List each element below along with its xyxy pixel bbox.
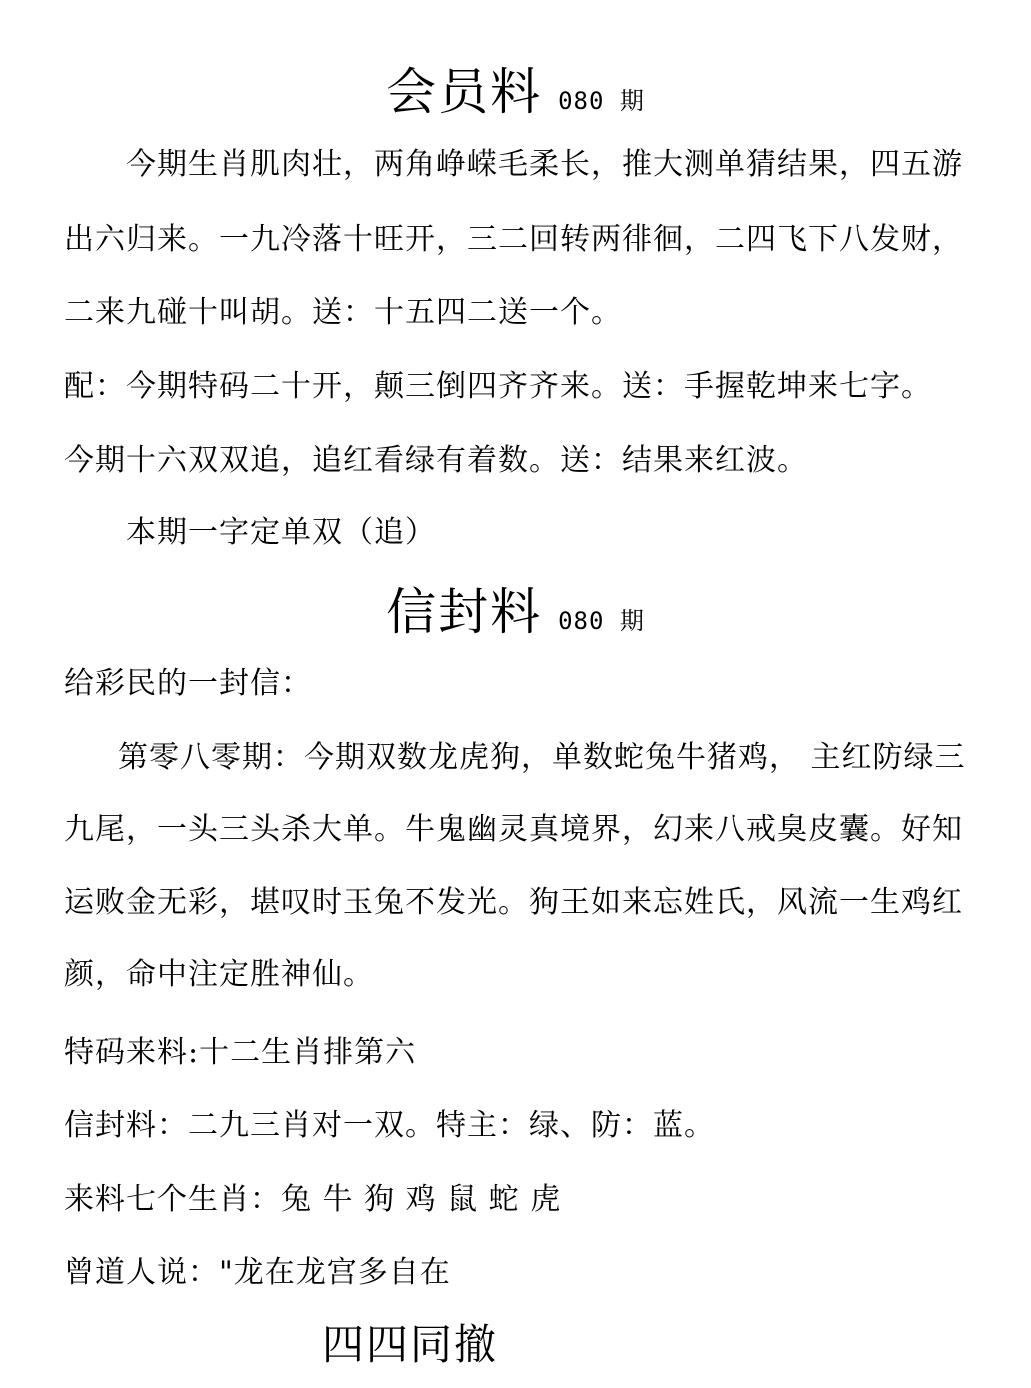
final-heading: 四四同撤 <box>322 1320 499 1369</box>
section1-line-4: 配：今期特码二十开，颠三倒四齐齐来。送：手握乾坤来七字。 <box>64 369 932 404</box>
section1-line-6: 本期一字定单双（追） <box>126 515 436 550</box>
section2-line-7: 来料七个生肖：兔 牛 狗 鸡 鼠 蛇 虎 <box>64 1182 562 1217</box>
section1-line-2: 出六归来。一九冷落十旺开，三二回转两徘徊，二四飞下八发财， <box>64 222 963 257</box>
section2-title <box>0 572 1031 644</box>
section2-line-5: 特码来料:十二生肖排第六 <box>64 1035 417 1070</box>
section1-title <box>0 52 1031 124</box>
section2-line-6: 信封料：二九三肖对一双。特主：绿、防：蓝。 <box>64 1108 715 1143</box>
section2-line-1: 第零八零期：今期双数龙虎狗，单数蛇兔牛猪鸡， 主红防绿三 <box>118 740 966 775</box>
section2-title-text: 信封料 <box>386 583 543 641</box>
section1-title-text: 会员料 <box>386 63 543 121</box>
section1-line-3: 二来九碰十叫胡。送：十五四二送一个。 <box>64 295 622 330</box>
section2-greeting: 给彩民的一封信： <box>64 666 312 701</box>
section2-line-4: 颜，命中注定胜神仙。 <box>64 957 374 992</box>
section2-line-2: 九尾，一头三头杀大单。牛鬼幽灵真境界，幻来八戒臭皮囊。好知 <box>64 812 963 847</box>
section2-line-8: 曾道人说："龙在龙宫多自在 <box>64 1255 451 1290</box>
section2-line-3: 运败金无彩，堪叹时玉兔不发光。狗王如来忘姓氏，风流一生鸡红 <box>64 885 963 920</box>
section1-line-1: 今期生肖肌肉壮，两角峥嵘毛柔长，推大测单猜结果，四五游 <box>126 147 963 182</box>
section1-issue: 080 期 <box>558 87 645 115</box>
section2-issue: 080 期 <box>558 607 645 635</box>
section1-line-5: 今期十六双双追，追红看绿有着数。送：结果来红波。 <box>64 443 808 478</box>
